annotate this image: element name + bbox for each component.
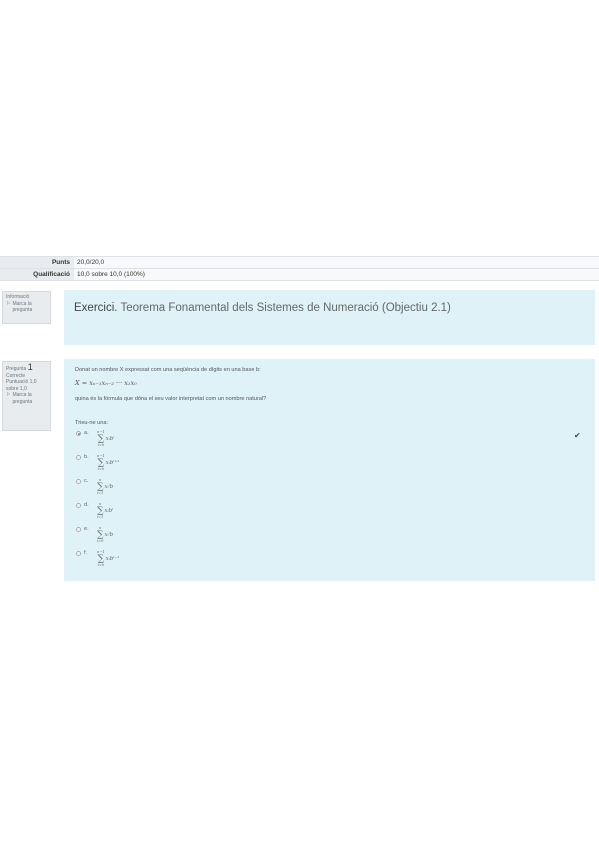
sum-upper-limit: n bbox=[99, 478, 102, 482]
answer-letter: d. bbox=[84, 502, 89, 508]
sum-formula bbox=[97, 454, 105, 472]
question-prompt: quina és la fórmula que dóna el seu valor interpretat com un nombre natural? bbox=[75, 396, 267, 402]
question-intro: Donat un nombre X expressat com una seqüència de dígits en una base b: bbox=[75, 367, 261, 373]
sum-formula bbox=[97, 478, 103, 496]
answer-option[interactable] bbox=[76, 478, 113, 496]
sum-formula bbox=[97, 502, 103, 520]
sum-lower-limit: i=0 bbox=[97, 563, 105, 567]
answer-letter: f. bbox=[84, 550, 88, 556]
flag-icon: ⚐ bbox=[6, 392, 11, 398]
sum-symbol: ∑ bbox=[97, 554, 105, 564]
choose-one-label: Trieu-ne una: bbox=[75, 420, 109, 426]
info-label: Informació bbox=[6, 294, 30, 300]
answer-option[interactable] bbox=[76, 526, 113, 544]
sum-formula bbox=[97, 550, 105, 568]
answer-letter: a. bbox=[84, 430, 89, 436]
info-box bbox=[2, 291, 51, 324]
sum-symbol: ∑ bbox=[97, 482, 104, 492]
info-header-panel bbox=[64, 290, 595, 345]
sum-term: xᵢbⁱ bbox=[105, 436, 115, 442]
flag-icon: ⚐ bbox=[6, 300, 11, 307]
question-info-box bbox=[2, 361, 51, 431]
answer-option[interactable] bbox=[76, 502, 113, 520]
question-number bbox=[6, 364, 47, 373]
summary-row-grade bbox=[0, 269, 599, 281]
sum-symbol: ∑ bbox=[97, 530, 104, 540]
summary-label: Qualificació bbox=[0, 269, 74, 280]
summary-row-points bbox=[0, 256, 599, 269]
question-label: Pregunta bbox=[6, 366, 27, 372]
title-bold: Exercici. bbox=[74, 302, 118, 314]
answer-radio[interactable] bbox=[76, 503, 81, 508]
sum-lower-limit: i=0 bbox=[97, 443, 105, 447]
flag-question-link[interactable] bbox=[6, 392, 47, 405]
sum-formula bbox=[97, 526, 103, 544]
answer-option[interactable] bbox=[76, 454, 119, 472]
check-icon: ✔ bbox=[574, 431, 581, 440]
page-title bbox=[74, 302, 451, 314]
summary-value: 20,0/20,0 bbox=[74, 257, 599, 268]
sum-term: xᵢbⁱ⁺¹ bbox=[105, 460, 120, 466]
answer-radio[interactable] bbox=[76, 527, 81, 532]
question-number-value: 1 bbox=[27, 362, 33, 372]
flag-question-link[interactable] bbox=[6, 301, 47, 314]
answer-letter: b. bbox=[84, 454, 89, 460]
sum-symbol: ∑ bbox=[97, 434, 105, 444]
title-rest: Teorema Fonamental dels Sistemes de Numeració (Objectiu 2.1) bbox=[117, 302, 451, 314]
sum-term: xᵢⁱb bbox=[104, 532, 114, 538]
sum-symbol: ∑ bbox=[97, 506, 104, 516]
question-formula: X = xₙ₋₁xₙ₋₂ ··· x₁x₀ bbox=[75, 379, 137, 387]
sum-upper-limit: n−1 bbox=[97, 454, 105, 458]
sum-symbol: ∑ bbox=[97, 458, 105, 468]
answer-option[interactable] bbox=[76, 430, 114, 448]
question-state: Correcte bbox=[6, 372, 26, 379]
sum-upper-limit: n bbox=[99, 502, 102, 506]
summary-label: Punts bbox=[0, 257, 74, 268]
review-summary-table bbox=[0, 256, 599, 281]
summary-value: 10,0 sobre 10,0 (100%) bbox=[74, 269, 599, 280]
sum-lower-limit: i=0 bbox=[97, 539, 104, 543]
answer-radio[interactable] bbox=[76, 455, 81, 460]
answer-option[interactable] bbox=[76, 550, 119, 568]
flag-text: Marca la pregunta bbox=[12, 300, 33, 313]
sum-upper-limit: n bbox=[99, 526, 102, 530]
sum-upper-limit: n−1 bbox=[97, 550, 105, 554]
sum-lower-limit: i=1 bbox=[97, 491, 104, 495]
question-grade: Puntuació 1,0 sobre 1,0 bbox=[6, 379, 37, 392]
answer-letter: c. bbox=[84, 478, 89, 484]
sum-term: xᵢbⁱ bbox=[104, 508, 114, 514]
answer-radio[interactable] bbox=[76, 431, 81, 436]
answer-radio[interactable] bbox=[76, 551, 81, 556]
sum-lower-limit: i=0 bbox=[97, 467, 105, 471]
flag-text: Marca la pregunta bbox=[12, 392, 33, 405]
sum-term: xᵢⁱb bbox=[104, 484, 114, 490]
answer-radio[interactable] bbox=[76, 479, 81, 484]
question-panel bbox=[64, 359, 595, 581]
answer-letter: e. bbox=[84, 526, 89, 532]
sum-upper-limit: n−1 bbox=[97, 430, 105, 434]
sum-term: xᵢbⁱ⁻¹ bbox=[105, 556, 120, 562]
sum-formula bbox=[97, 430, 105, 448]
sum-lower-limit: i=1 bbox=[97, 515, 104, 519]
